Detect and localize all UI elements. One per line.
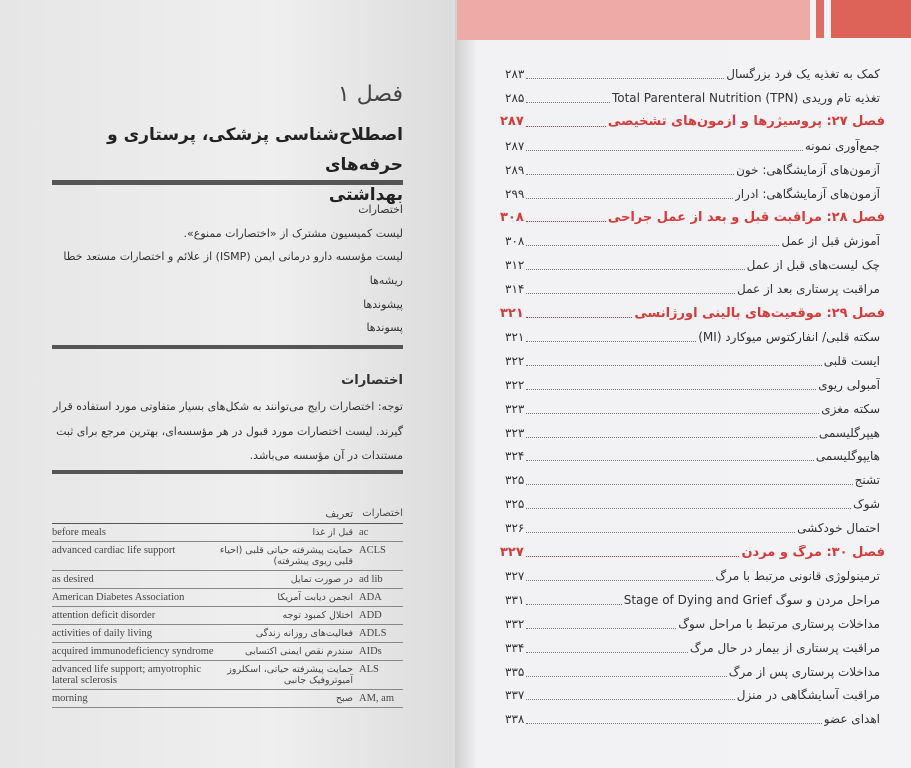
toc-entry[interactable] [505, 589, 880, 611]
toc-page-number: ۳۰۸ [500, 209, 524, 225]
dot-leader [526, 260, 744, 270]
abbreviation: ac [359, 527, 369, 538]
dot-leader [526, 380, 816, 390]
toc-page-number: ۲۹۹ [505, 186, 525, 201]
abbreviation: ADA [359, 592, 382, 603]
persian-definition: در صورت تمایل [290, 574, 353, 585]
persian-definition: حمایت پیشرفته حیاتی، اسکلروز آمیوتروفیک جانبی [227, 664, 353, 686]
toc-entry[interactable] [505, 183, 880, 205]
toc-page-number: ۳۲۲ [505, 377, 525, 392]
persian-definition: صبح [335, 693, 353, 704]
toc-title: تشنج [854, 473, 880, 488]
toc-entry[interactable] [505, 350, 880, 372]
toc-title: کمک به تغذیه یک فرد بزرگسال [726, 67, 880, 81]
toc-page-number: ۳۲۱ [505, 329, 525, 344]
toc-page-number: ۳۲۳ [505, 401, 525, 416]
toc-page-number: ۳۳۵ [505, 664, 525, 679]
toc-page-number: ۲۸۵ [505, 90, 525, 105]
toc-entry[interactable] [505, 422, 880, 444]
dot-leader [526, 308, 633, 318]
toc-title: جمع‌آوری نمونه [804, 138, 880, 153]
toc-page-number: ۳۲۴ [505, 449, 525, 464]
toc-page-number: ۲۸۷ [505, 138, 525, 153]
contents-item: لیست مؤسسه دارو درمانی ایمن (ISMP) از علائم و اختصارات مستعد خطا [63, 250, 403, 264]
toc-entry[interactable] [505, 63, 880, 85]
toc-entry[interactable] [505, 637, 880, 659]
abbreviation: ADLS [359, 628, 387, 639]
dot-leader [526, 236, 779, 246]
dot-leader [526, 212, 606, 222]
toc-title: تغذیه تام وریدی Total Parenteral Nutrition (TPN) [611, 90, 880, 105]
chapter-title-line1: اصطلاح‌شناسی پزشکی، پرستاری و حرفه‌های [107, 125, 403, 175]
persian-definition: انجمن دیابت آمریکا [277, 592, 353, 603]
english-term: American Diabetes Association [52, 592, 185, 603]
table-row [52, 607, 403, 625]
toc-entry[interactable] [505, 469, 880, 491]
abbreviation: AM, am [359, 693, 394, 704]
toc-page-number: ۳۱۴ [505, 282, 525, 297]
toc-title: مداخلات پرستاری پس از مرگ [728, 664, 880, 679]
toc-entry[interactable] [505, 661, 880, 683]
toc-entry[interactable] [505, 684, 880, 706]
dot-leader [526, 499, 851, 509]
table-row [52, 571, 403, 589]
english-term: as desired [52, 574, 94, 585]
english-term: activities of daily living [52, 628, 153, 639]
persian-definition: سندرم نقص ایمنی اکتسابی [245, 646, 353, 657]
toc-entry[interactable] [505, 254, 880, 276]
toc-entry[interactable] [505, 159, 880, 181]
toc-title: مراقبت آسایشگاهی در منزل [736, 688, 880, 703]
abbreviation: ADD [359, 610, 382, 621]
toc-page-number: ۳۰۸ [505, 234, 525, 249]
toc-title: هیپرگلیسمی [818, 425, 880, 440]
abbreviation: ALS [359, 664, 379, 675]
toc-chapter[interactable] [500, 206, 885, 228]
toc-title: چک لیست‌های قبل از عمل [746, 258, 880, 273]
toc-page-number: ۳۲۳ [505, 425, 525, 440]
toc-page-number: ۳۳۱ [505, 592, 525, 607]
dot-leader [526, 284, 735, 294]
dot-leader [526, 619, 676, 629]
toc-entry[interactable] [505, 230, 880, 252]
toc-title: آزمون‌های آزمایشگاهی: خون [736, 162, 880, 177]
dot-leader [526, 690, 734, 700]
table-row [52, 690, 403, 708]
dot-leader [526, 451, 814, 461]
toc-title: اهدای عضو [823, 712, 880, 727]
table-row [52, 542, 403, 571]
dot-leader [526, 571, 713, 581]
dot-leader [526, 93, 610, 103]
section-heading: اختصارات [341, 373, 403, 388]
toc-title: مراقبت پرستاری بعد از عمل [736, 282, 880, 297]
chapter-title-line2: بهداشتی [328, 185, 403, 205]
dot-leader [526, 595, 621, 605]
toc-title: آزمون‌های آزمایشگاهی: ادرار [734, 186, 880, 201]
persian-definition: قبل از غذا [312, 527, 353, 538]
dot-leader [526, 547, 740, 557]
toc-title: مراقبت پرستاری از بیمار در حال مرگ [689, 640, 880, 655]
toc-title: سکته مغزی [821, 401, 880, 416]
toc-title: هایپوگلیسمی [815, 449, 880, 464]
abbreviation: ACLS [359, 545, 386, 556]
divider [52, 345, 403, 349]
toc-page-number: ۳۲۷ [500, 544, 524, 560]
dot-leader [526, 332, 696, 342]
toc-entry[interactable] [505, 374, 880, 396]
english-term: advanced life support; amyotrophic lateral sclerosis [52, 664, 201, 686]
table-row [52, 661, 403, 690]
toc-page-number: ۳۲۱ [500, 305, 524, 321]
toc-page-number: ۳۳۲ [505, 616, 525, 631]
toc-entry[interactable] [505, 135, 880, 157]
persian-definition: فعالیت‌های روزانه زندگی [255, 628, 353, 639]
toc-page-number: ۳۳۷ [505, 688, 525, 703]
toc-page-number: ۳۲۷ [505, 568, 525, 583]
toc-page-number: ۳۳۴ [505, 640, 525, 655]
dot-leader [526, 189, 733, 199]
toc-entry[interactable] [505, 278, 880, 300]
toc-chapter[interactable] [500, 541, 885, 563]
english-term: morning [52, 693, 88, 704]
toc-entry[interactable] [505, 708, 880, 730]
toc-title: احتمال خودکشی [797, 521, 880, 536]
chapter-contents [52, 198, 403, 340]
note-line: گیرند. لیست اختصارات مورد قبول در هر مؤسسه‌ای، بهترین مرجع برای ثبت [56, 424, 403, 438]
dot-leader [526, 404, 819, 414]
toc-title: مراحل مردن و سوگ Stage of Dying and Grief [623, 592, 880, 607]
toc-page-number: ۳۱۲ [505, 258, 525, 273]
toc-title: فصل ۳۰: مرگ و مردن [741, 544, 885, 560]
english-term: acquired immunodeficiency syndrome [52, 646, 214, 657]
toc-title: شوک [853, 497, 880, 512]
note-line: توجه: اختصارات رایج می‌توانند به شکل‌های بسیار متفاوتی مورد استفاده قرار [53, 400, 403, 413]
toc-title: فصل ۲۷: پروسیژرها و آزمون‌های تشخیصی [607, 114, 885, 130]
toc-page-number: ۳۲۵ [505, 497, 525, 512]
dot-leader [526, 643, 688, 653]
dot-leader [526, 475, 852, 485]
table-row [52, 625, 403, 643]
toc-title: سکته قلبی/ انفارکتوس میوکارد (MI) [698, 329, 880, 344]
abbreviation: AIDs [359, 646, 382, 657]
toc-title: ایست قلبی [823, 353, 880, 368]
toc-page-number: ۳۲۵ [505, 473, 525, 488]
table-header [52, 505, 403, 524]
header-band [457, 0, 810, 40]
toc-entry[interactable] [505, 565, 880, 587]
toc-title: آمبولی ریوی [818, 377, 880, 392]
header-abbr: اختصارات [362, 508, 403, 519]
abbreviation: ad lib [359, 574, 383, 585]
persian-definition: اختلال کمبود توجه [282, 610, 353, 621]
chapter-label: فصل ۱ [337, 82, 403, 107]
toc-page-number: ۲۸۷ [500, 114, 524, 130]
note-line: مستندات در آن مؤسسه می‌باشد. [249, 449, 403, 462]
dot-leader [526, 356, 821, 366]
contents-item: اختصارات [358, 203, 403, 216]
dot-leader [526, 69, 724, 79]
toc-entry[interactable] [505, 493, 880, 515]
toc-title: مداخلات پرستاری مرتبط با مراحل سوگ [678, 616, 880, 631]
dot-leader [526, 428, 817, 438]
contents-item: لیست کمیسیون مشترک از «اختصارات ممنوع». [183, 226, 403, 240]
header-band-dark [831, 0, 911, 38]
abbreviations-table [52, 505, 403, 708]
dot-leader [526, 117, 606, 127]
toc-entry[interactable] [505, 613, 880, 635]
toc-chapter[interactable] [500, 111, 885, 133]
note-paragraph [52, 395, 403, 469]
dot-leader [526, 667, 726, 677]
dot-leader [526, 141, 803, 151]
chapter-title [52, 120, 403, 210]
toc-page-number: ۳۲۶ [505, 521, 525, 536]
toc-title: فصل ۲۸: مراقبت قبل و بعد از عمل جراحی [607, 209, 885, 225]
english-term: attention deficit disorder [52, 610, 156, 621]
english-term: advanced cardiac life support [52, 545, 176, 556]
toc-title: آموزش قبل از عمل [781, 234, 880, 249]
contents-item: ریشه‌ها [369, 274, 403, 288]
toc-entry[interactable] [505, 517, 880, 539]
divider [52, 470, 403, 474]
divider [52, 180, 403, 185]
contents-item: پسوندها [366, 321, 403, 335]
toc-title: فصل ۲۹: موقعیت‌های بالینی اورژانسی [634, 305, 885, 321]
toc-page-number: ۳۲۲ [505, 353, 525, 368]
toc-page-number: ۲۸۳ [505, 67, 525, 81]
toc-page-number: ۲۸۹ [505, 162, 525, 177]
dot-leader [526, 165, 734, 175]
dot-leader [526, 714, 821, 724]
header-band-stripe [816, 0, 824, 38]
toc-title: ترمینولوژی قانونی مرتبط با مرگ [715, 568, 880, 583]
table-row [52, 643, 403, 661]
toc-entry[interactable] [505, 326, 880, 348]
persian-definition: حمایت پیشرفته حیاتی قلبی (احیاء قلبی ریوی پیشرفته) [219, 545, 353, 567]
toc-entry[interactable] [505, 445, 880, 467]
toc-entry[interactable] [505, 398, 880, 420]
contents-item: پیشوندها [363, 297, 403, 311]
toc-chapter[interactable] [500, 302, 885, 324]
toc-page-number: ۳۳۸ [505, 712, 525, 727]
table-row [52, 524, 403, 542]
header-definition: تعریف [325, 508, 353, 520]
dot-leader [526, 523, 795, 533]
table-row [52, 589, 403, 607]
english-term: before meals [52, 527, 106, 538]
toc-entry[interactable] [505, 87, 880, 109]
